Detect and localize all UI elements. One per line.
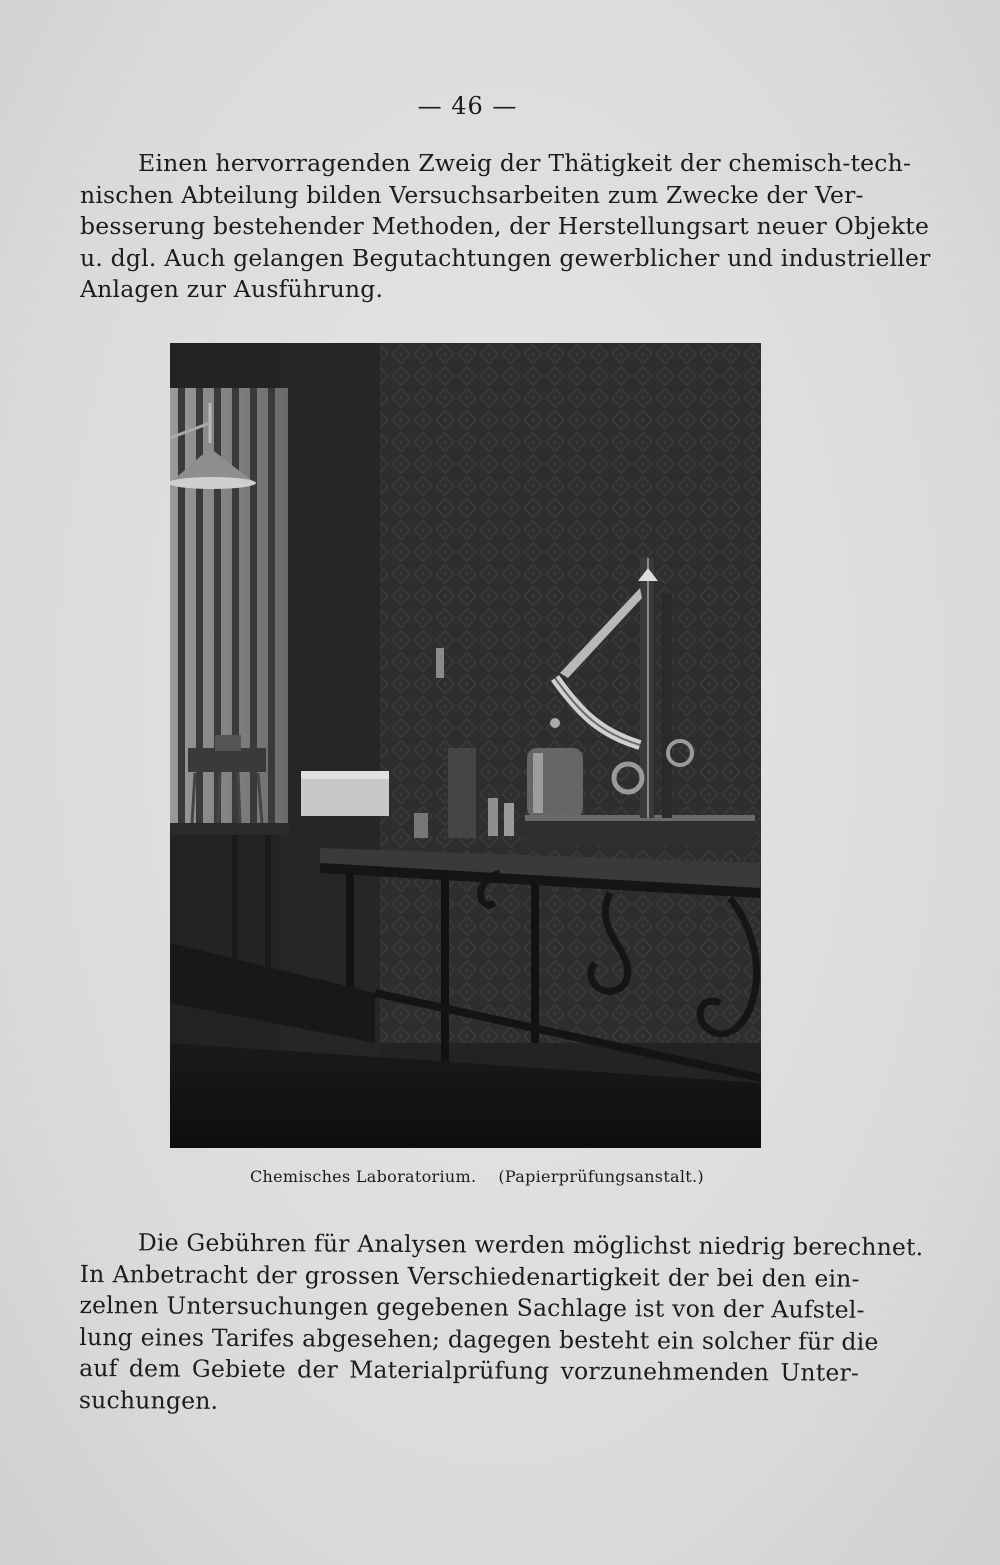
paragraph-1-line: nischen Abteilung bilden Versuchsarbeiten zum Zwecke der Ver- (80, 180, 864, 209)
caption-note: (Papierprüfungsanstalt.) (498, 1167, 704, 1186)
paragraph-2 (78, 1227, 924, 1421)
paragraph-2-line: lung eines Tarifes abgesehen; dagegen besteht ein solcher für die (79, 1322, 879, 1356)
paragraph-1 (80, 148, 931, 306)
paragraph-1-line: Einen hervorragenden Zweig der Thätigkeit der chemisch-tech- (138, 149, 912, 177)
paragraph-2-line: In Anbetracht der grossen Verschiedenartigkeit der bei den ein- (79, 1259, 860, 1293)
caption-title: Chemisches Laboratorium. (250, 1167, 477, 1186)
page-number: — 46 — (417, 92, 518, 120)
figure-caption (250, 1167, 710, 1186)
paragraph-2-line: Die Gebühren für Analysen werden möglichst niedrig berechnet. (137, 1228, 924, 1262)
paragraph-1-line: besserung bestehender Methoden, der Herstellungsart neuer Objekte (80, 212, 930, 240)
paragraph-2-line: auf dem Gebiete der Materialprüfung vorzunehmenden Unter- (79, 1353, 860, 1387)
paragraph-2-line: suchungen. (78, 1385, 219, 1415)
laboratory-photograph (170, 343, 761, 1148)
paragraph-2-line: zelnen Untersuchungen gegebenen Sachlage ist von der Aufstel- (79, 1290, 865, 1324)
paragraph-1-line: u. dgl. Auch gelangen Begutachtungen gewerblicher und industrieller (80, 243, 931, 272)
paragraph-1-line: Anlagen zur Ausführung. (80, 275, 384, 303)
